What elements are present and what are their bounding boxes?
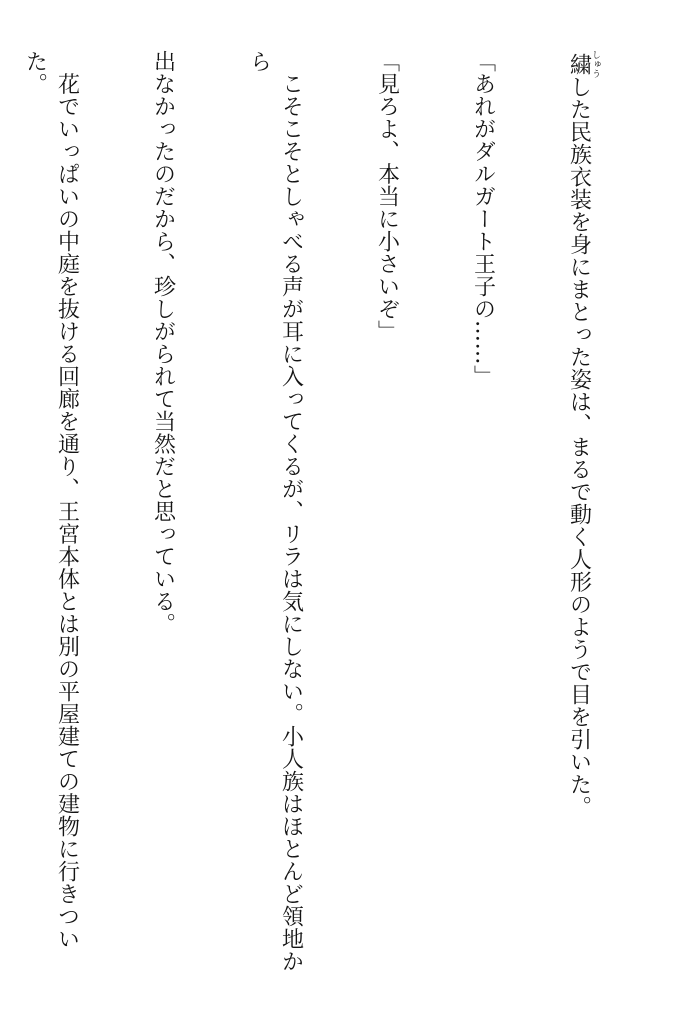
text-line: こそこそとしゃべる声が耳に入ってくるが、リラは気にしない。小人族はほとんど領地から [246, 50, 304, 973]
text-line: 花でいっぱいの中庭を抜ける回廊を通り、王宮本体とは別の平屋建ての建物に行きついた。 [22, 50, 80, 950]
text-line: 「あれがダルガート王子の……」 [470, 50, 496, 388]
text-line: 繍しゅうした民族衣装を身にまとった姿は、まるで動く人形のようで目を引いた。 [566, 50, 600, 818]
text-line: 「見ろよ、本当に小さいぞ」 [374, 50, 400, 343]
vertical-text-body [0, 50, 664, 980]
text-line: 出なかったのだから、珍しがられて当然だと思っている。 [150, 50, 176, 635]
